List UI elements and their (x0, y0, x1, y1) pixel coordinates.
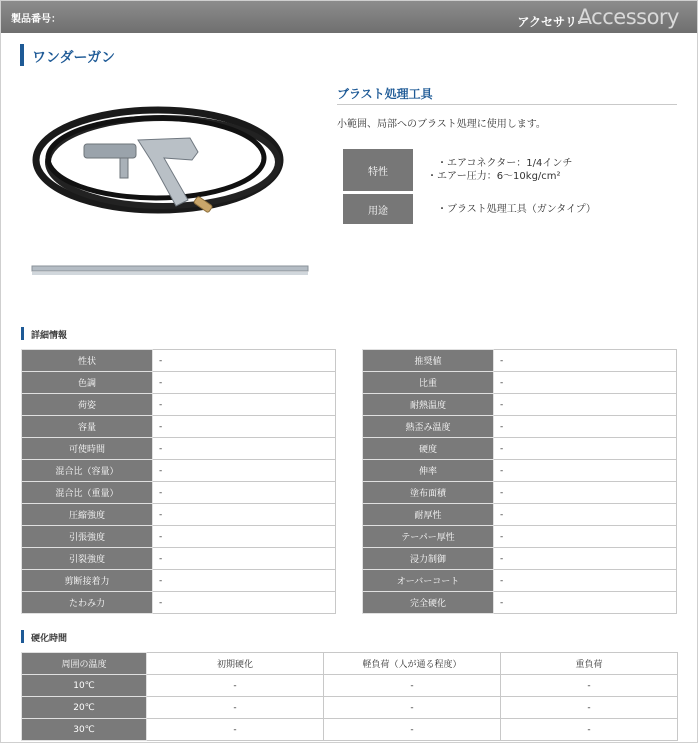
cure-value: - (147, 719, 324, 741)
detail-value: - (494, 438, 677, 460)
cure-value: - (501, 675, 678, 697)
page-header (1, 1, 697, 33)
spec-line: ・ブラスト処理工具（ガンタイプ） (437, 203, 596, 215)
detail-value: - (494, 394, 677, 416)
detail-value: - (494, 570, 677, 592)
detail-label: 完全硬化 (363, 592, 494, 614)
detail-label: 浸力制御 (363, 548, 494, 570)
detail-value: - (153, 592, 336, 614)
cure-time-table (21, 652, 678, 741)
detail-row (22, 460, 336, 482)
category-label-jp: アクセサリー (517, 15, 589, 29)
detail-row (363, 504, 677, 526)
product-title: ワンダーガン (32, 50, 116, 66)
detail-row (363, 394, 677, 416)
detail-row (363, 548, 677, 570)
product-image (28, 100, 318, 290)
cure-header-cell: 重負荷 (501, 653, 678, 675)
detail-row (363, 372, 677, 394)
cure-header-cell: 初期硬化 (147, 653, 324, 675)
cure-row (22, 675, 678, 697)
detail-value: - (494, 372, 677, 394)
spec-row (343, 194, 673, 224)
detail-row (363, 438, 677, 460)
detail-row (363, 460, 677, 482)
detail-label: 性状 (22, 350, 153, 372)
detail-label: 耐厚性 (363, 504, 494, 526)
detail-label: 耐熱温度 (363, 394, 494, 416)
detail-value: - (153, 350, 336, 372)
cure-header-cell: 周囲の温度 (22, 653, 147, 675)
detail-label: 容量 (22, 416, 153, 438)
detail-row (22, 526, 336, 548)
detail-label: 熱歪み温度 (363, 416, 494, 438)
cure-value: - (501, 697, 678, 719)
cure-temp: 20℃ (22, 697, 147, 719)
detail-value: - (153, 526, 336, 548)
detail-value: - (494, 548, 677, 570)
detail-label: 推奨値 (363, 350, 494, 372)
spec-value (413, 194, 673, 224)
detail-row (363, 482, 677, 504)
spec-value (413, 149, 673, 191)
detail-value: - (153, 570, 336, 592)
detail-row (22, 416, 336, 438)
detail-row (363, 350, 677, 372)
detail-label: 比重 (363, 372, 494, 394)
detail-label: 伸率 (363, 460, 494, 482)
spec-line: ・エアコネクター：1/4インチ (437, 158, 573, 169)
detail-value: - (153, 372, 336, 394)
cure-value: - (147, 697, 324, 719)
detail-row (363, 526, 677, 548)
detail-label: 可使時間 (22, 438, 153, 460)
detail-row (363, 416, 677, 438)
detail-label: 荷姿 (22, 394, 153, 416)
detail-label: 圧縮強度 (22, 504, 153, 526)
detail-value: - (494, 482, 677, 504)
category-label-en: Accessory (577, 5, 679, 29)
detail-value: - (153, 504, 336, 526)
detail-value: - (153, 438, 336, 460)
cure-row (22, 719, 678, 741)
spec-line: ・エアー圧力：6～10kg/cm² (427, 171, 561, 182)
cure-temp: 10℃ (22, 675, 147, 697)
cure-value: - (501, 719, 678, 741)
cure-header-row (22, 653, 678, 675)
detail-value: - (494, 592, 677, 614)
detail-label: 引張強度 (22, 526, 153, 548)
details-table-left (21, 349, 336, 614)
detail-value: - (153, 460, 336, 482)
detail-row (22, 372, 336, 394)
detail-row (22, 592, 336, 614)
detail-row (22, 438, 336, 460)
detail-value: - (153, 394, 336, 416)
detail-label: 硬度 (363, 438, 494, 460)
product-number-label: 製品番号： (11, 14, 61, 25)
detail-row (22, 504, 336, 526)
detail-row (22, 482, 336, 504)
title-accent-bar (20, 44, 24, 66)
detail-value: - (494, 526, 677, 548)
detail-value: - (153, 416, 336, 438)
cure-accent-bar (21, 630, 24, 643)
detail-label: 引裂強度 (22, 548, 153, 570)
detail-label: 混合比（容量） (22, 460, 153, 482)
detail-label: 剪断接着力 (22, 570, 153, 592)
cure-value: - (324, 697, 501, 719)
cure-header-cell: 軽負荷（人が通る程度） (324, 653, 501, 675)
spec-label: 特性 (343, 149, 413, 191)
details-accent-bar (21, 327, 24, 340)
detail-row (22, 548, 336, 570)
detail-row (22, 570, 336, 592)
detail-row (363, 570, 677, 592)
details-section-title: 詳細情報 (31, 331, 68, 341)
detail-label: テーパー厚性 (363, 526, 494, 548)
cure-section-title: 硬化時間 (31, 634, 68, 644)
detail-row (22, 350, 336, 372)
product-description: 小範囲、局部へのブラスト処理に使用します。 (337, 119, 546, 130)
detail-value: - (494, 504, 677, 526)
spec-table (343, 146, 673, 227)
detail-value: - (153, 548, 336, 570)
detail-label: 塗布面積 (363, 482, 494, 504)
detail-value: - (494, 350, 677, 372)
detail-label: 混合比（重量） (22, 482, 153, 504)
detail-label: たわみ力 (22, 592, 153, 614)
detail-row (363, 592, 677, 614)
detail-value: - (494, 460, 677, 482)
detail-value: - (153, 482, 336, 504)
cure-value: - (324, 675, 501, 697)
cure-temp: 30℃ (22, 719, 147, 741)
details-table-right (362, 349, 677, 614)
detail-value: - (494, 416, 677, 438)
detail-label: 色調 (22, 372, 153, 394)
detail-label: オーバーコート (363, 570, 494, 592)
cure-row (22, 697, 678, 719)
subtitle-divider (337, 104, 677, 105)
spec-label: 用途 (343, 194, 413, 224)
cure-value: - (324, 719, 501, 741)
product-subtitle: ブラスト処理工具 (337, 87, 433, 101)
cure-value: - (147, 675, 324, 697)
spec-row (343, 149, 673, 191)
detail-row (22, 394, 336, 416)
